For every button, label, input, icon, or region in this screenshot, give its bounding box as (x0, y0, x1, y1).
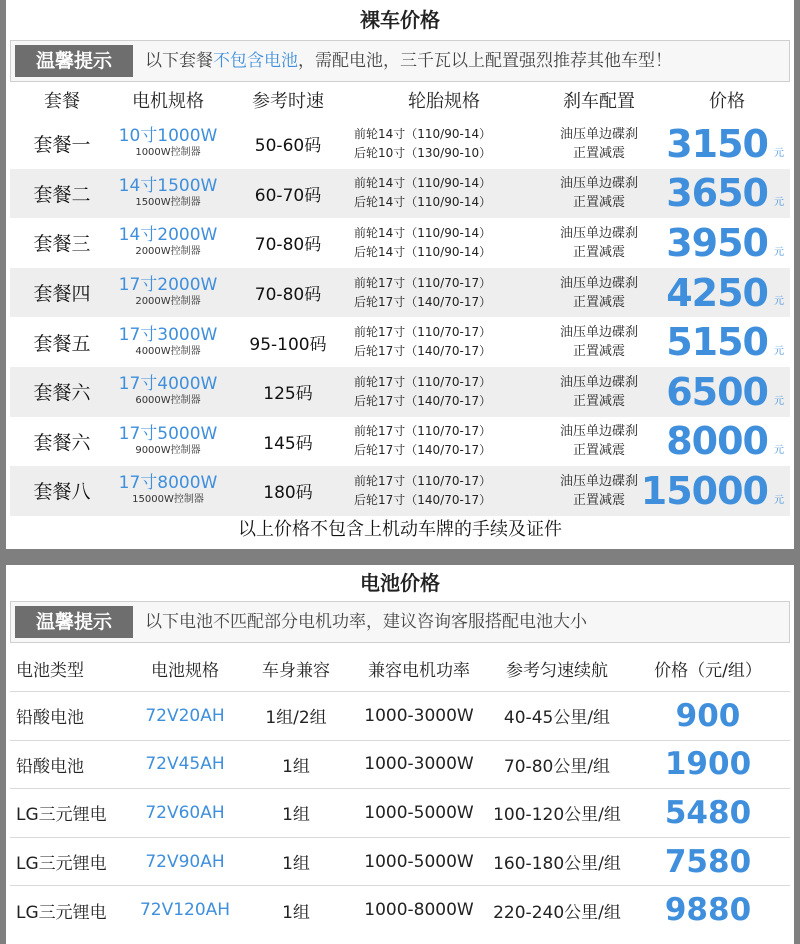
price-cell (650, 367, 768, 417)
price-unit-cell (768, 119, 790, 169)
price-unit: 元 (774, 494, 784, 506)
header-tire: 轮胎规格 (408, 91, 480, 112)
controller-spec: 6000W控制器 (135, 395, 201, 407)
header-battery-price: 价格（元/组） (654, 660, 762, 681)
reference-speed: 70-80码 (254, 285, 322, 306)
brake-type: 油压单边碟刹 (559, 325, 638, 341)
header-motor: 电机规格 (132, 91, 204, 112)
package-price: 3650 (666, 171, 768, 216)
battery-type: LG三元锂电 (16, 854, 107, 875)
battery-type: LG三元锂电 (16, 902, 107, 923)
package-name: 套餐三 (33, 233, 91, 256)
motor-spec (114, 417, 222, 467)
price-unit-cell (768, 367, 790, 417)
brake-type: 油压单边碟刹 (559, 225, 638, 241)
price-cell (650, 417, 768, 467)
battery-table-row (10, 741, 790, 789)
battery-spec: 72V20AH (145, 705, 225, 726)
price-cell (650, 169, 768, 219)
brake-config (534, 169, 664, 219)
package-name: 套餐六 (33, 431, 91, 454)
brake-config (534, 268, 664, 318)
battery-spec: 72V120AH (139, 900, 231, 921)
battery-type: LG三元锂电 (16, 805, 107, 826)
price-unit: 元 (774, 345, 784, 357)
reference-range: 100-120公里/组 (493, 805, 621, 826)
front-tire: 前轮14寸（110/90-14） (354, 126, 492, 141)
tip-text-highlight: 不包含电池 (213, 51, 298, 71)
motor-spec (114, 367, 222, 417)
front-tire: 前轮17寸（110/70-17） (354, 473, 492, 488)
battery-type: 铅酸电池 (16, 756, 84, 777)
suspension-type: 正置减震 (572, 294, 625, 310)
body-compat: 1组 (282, 756, 310, 777)
reference-speed: 180码 (263, 483, 313, 504)
price-unit-cell (768, 268, 790, 318)
controller-spec: 1000W控制器 (135, 147, 201, 159)
body-compat: 1组 (282, 902, 310, 923)
battery-table-row (10, 692, 790, 740)
battery-spec: 72V90AH (145, 851, 225, 872)
rear-tire: 后轮14寸（110/90-14） (354, 195, 492, 210)
price-unit: 元 (774, 395, 784, 407)
reference-speed: 95-100码 (249, 334, 327, 355)
package-name: 套餐八 (33, 481, 91, 504)
brake-config (534, 317, 664, 367)
front-tire: 前轮14寸（110/90-14） (354, 225, 492, 240)
brake-type: 油压单边碟刹 (559, 275, 638, 291)
motor-power-range: 1000-5000W (364, 802, 474, 823)
package-price: 3950 (666, 220, 768, 265)
motor-power: 17寸4000W (118, 374, 218, 395)
front-tire: 前轮17寸（110/70-17） (354, 374, 492, 389)
motor-power: 17寸8000W (118, 473, 218, 494)
motor-power: 17寸3000W (118, 324, 218, 345)
vehicle-table-row (10, 218, 790, 268)
suspension-type: 正置减震 (572, 393, 625, 409)
brake-type: 油压单边碟刹 (559, 424, 638, 440)
package-price: 6500 (666, 369, 768, 414)
battery-price: 900 (675, 697, 741, 734)
tire-spec (354, 218, 534, 268)
front-tire: 前轮17寸（110/70-17） (354, 325, 492, 340)
front-tire: 前轮14寸（110/90-14） (354, 176, 492, 191)
header-speed: 参考时速 (252, 91, 324, 112)
battery-tip-badge: 温馨提示 (15, 606, 133, 638)
brake-config (534, 119, 664, 169)
brake-config (534, 417, 664, 467)
motor-spec (114, 466, 222, 516)
price-unit-cell (768, 218, 790, 268)
package-price: 8000 (666, 419, 768, 464)
suspension-type: 正置减震 (572, 344, 625, 360)
price-unit-cell (768, 417, 790, 467)
vehicle-table-row (10, 317, 790, 367)
brake-type: 油压单边碟刹 (559, 176, 638, 192)
reference-range: 40-45公里/组 (503, 708, 611, 729)
battery-type: 铅酸电池 (16, 708, 84, 729)
vehicle-table-row (10, 169, 790, 219)
motor-spec (114, 317, 222, 367)
body-compat: 1组/2组 (265, 708, 327, 729)
reference-speed: 70-80码 (254, 235, 322, 256)
vehicle-table-header (10, 81, 790, 119)
controller-spec: 4000W控制器 (135, 345, 201, 357)
vehicle-tip-bar (10, 40, 790, 82)
battery-spec: 72V45AH (145, 754, 225, 775)
reference-speed: 125码 (263, 384, 313, 405)
reference-speed: 145码 (263, 433, 313, 454)
price-unit-cell (768, 466, 790, 516)
header-battery-spec: 电池规格 (151, 660, 219, 681)
vehicle-table-row (10, 119, 790, 169)
tip-text-pre: 以下套餐 (145, 51, 213, 71)
price-unit: 元 (774, 296, 784, 308)
header-body-compat: 车身兼容 (262, 660, 330, 681)
price-cell (650, 317, 768, 367)
brake-type: 油压单边碟刹 (559, 473, 638, 489)
motor-spec (114, 119, 222, 169)
body-compat: 1组 (282, 854, 310, 875)
package-name: 套餐五 (33, 332, 91, 355)
battery-price: 9880 (664, 892, 752, 929)
battery-price-title: 电池价格 (360, 571, 440, 595)
package-name: 套餐一 (33, 134, 91, 157)
controller-spec: 2000W控制器 (135, 296, 201, 308)
motor-power: 17寸5000W (118, 423, 218, 444)
front-tire: 前轮17寸（110/70-17） (354, 424, 492, 439)
price-unit-cell (768, 317, 790, 367)
vehicle-tip-badge: 温馨提示 (15, 45, 133, 77)
battery-table-row (10, 886, 790, 934)
vehicle-table-row (10, 466, 790, 516)
suspension-type: 正置减震 (572, 492, 625, 508)
package-price: 4250 (666, 270, 768, 315)
suspension-type: 正置减震 (572, 195, 625, 211)
battery-price: 1900 (664, 746, 752, 783)
header-package: 套餐 (44, 91, 80, 112)
vehicle-price-title: 裸车价格 (360, 8, 440, 32)
vehicle-table-row (10, 268, 790, 318)
controller-spec: 9000W控制器 (135, 444, 201, 456)
motor-spec (114, 218, 222, 268)
suspension-type: 正置减震 (572, 443, 625, 459)
tire-spec (354, 268, 534, 318)
header-range: 参考匀速续航 (506, 660, 608, 681)
tire-spec (354, 169, 534, 219)
header-brake: 刹车配置 (563, 91, 635, 112)
price-unit: 元 (774, 246, 784, 258)
brake-config (534, 218, 664, 268)
rear-tire: 后轮17寸（140/70-17） (354, 393, 492, 408)
motor-spec (114, 169, 222, 219)
vehicle-price-panel (6, 0, 794, 549)
price-unit: 元 (774, 197, 784, 209)
vehicle-table-row (10, 367, 790, 417)
controller-spec: 1500W控制器 (135, 196, 201, 208)
price-unit: 元 (774, 445, 784, 457)
battery-price: 5480 (664, 794, 752, 831)
price-cell (650, 218, 768, 268)
battery-table-row (10, 789, 790, 837)
motor-power: 14寸2000W (118, 225, 218, 246)
suspension-type: 正置减震 (572, 244, 625, 260)
tire-spec (354, 119, 534, 169)
vehicle-tip-text (145, 41, 672, 81)
motor-power-range: 1000-3000W (364, 705, 474, 726)
header-price: 价格 (709, 91, 745, 112)
package-name: 套餐二 (33, 183, 91, 206)
front-tire: 前轮17寸（110/70-17） (354, 275, 492, 290)
controller-spec: 2000W控制器 (135, 246, 201, 258)
rear-tire: 后轮17寸（140/70-17） (354, 344, 492, 359)
tire-spec (354, 317, 534, 367)
tire-spec (354, 466, 534, 516)
brake-type: 油压单边碟刹 (559, 374, 638, 390)
battery-table-header (10, 645, 790, 691)
suspension-type: 正置减震 (572, 145, 625, 161)
motor-power-range: 1000-5000W (364, 851, 474, 872)
tip-text-post: ，需配电池，三千瓦以上配置强烈推荐其他车型！ (298, 51, 672, 71)
price-cell (650, 119, 768, 169)
package-name: 套餐四 (33, 283, 91, 306)
motor-power: 17寸2000W (118, 275, 218, 296)
battery-table-row (10, 838, 790, 886)
reference-range: 70-80公里/组 (503, 756, 611, 777)
motor-power-range: 1000-3000W (364, 754, 474, 775)
reference-range: 220-240公里/组 (493, 902, 621, 923)
motor-power-range: 1000-8000W (364, 900, 474, 921)
reference-speed: 60-70码 (254, 185, 322, 206)
vehicle-table-row (10, 417, 790, 467)
package-price: 15000 (640, 468, 768, 513)
vehicle-footer-note: 以上价格不包含上机动车牌的手续及证件 (238, 519, 562, 540)
rear-tire: 后轮17寸（140/70-17） (354, 443, 492, 458)
battery-price-panel (6, 565, 794, 944)
brake-config (534, 367, 664, 417)
price-cell (640, 466, 768, 516)
rear-tire: 后轮17寸（140/70-17） (354, 492, 492, 507)
battery-price: 7580 (664, 843, 752, 880)
reference-range: 160-180公里/组 (493, 854, 621, 875)
package-name: 套餐六 (33, 382, 91, 405)
price-cell (650, 268, 768, 318)
package-price: 3150 (666, 121, 768, 166)
body-compat: 1组 (282, 805, 310, 826)
rear-tire: 后轮10寸（130/90-10） (354, 145, 492, 160)
price-unit-cell (768, 169, 790, 219)
battery-spec: 72V60AH (145, 802, 225, 823)
reference-speed: 50-60码 (254, 136, 322, 157)
header-motor-power: 兼容电机功率 (368, 660, 470, 681)
tire-spec (354, 367, 534, 417)
header-battery-type: 电池类型 (16, 660, 84, 681)
battery-tip-bar (10, 601, 790, 643)
motor-power: 14寸1500W (118, 175, 218, 196)
brake-type: 油压单边碟刹 (559, 126, 638, 142)
battery-tip-text: 以下电池不匹配部分电机功率，建议咨询客服搭配电池大小 (145, 612, 587, 632)
motor-spec (114, 268, 222, 318)
price-unit: 元 (774, 147, 784, 159)
rear-tire: 后轮14寸（110/90-14） (354, 244, 492, 259)
package-price: 5150 (666, 320, 768, 365)
rear-tire: 后轮17寸（140/70-17） (354, 294, 492, 309)
tire-spec (354, 417, 534, 467)
motor-power: 10寸1000W (118, 126, 218, 147)
controller-spec: 15000W控制器 (132, 494, 204, 506)
